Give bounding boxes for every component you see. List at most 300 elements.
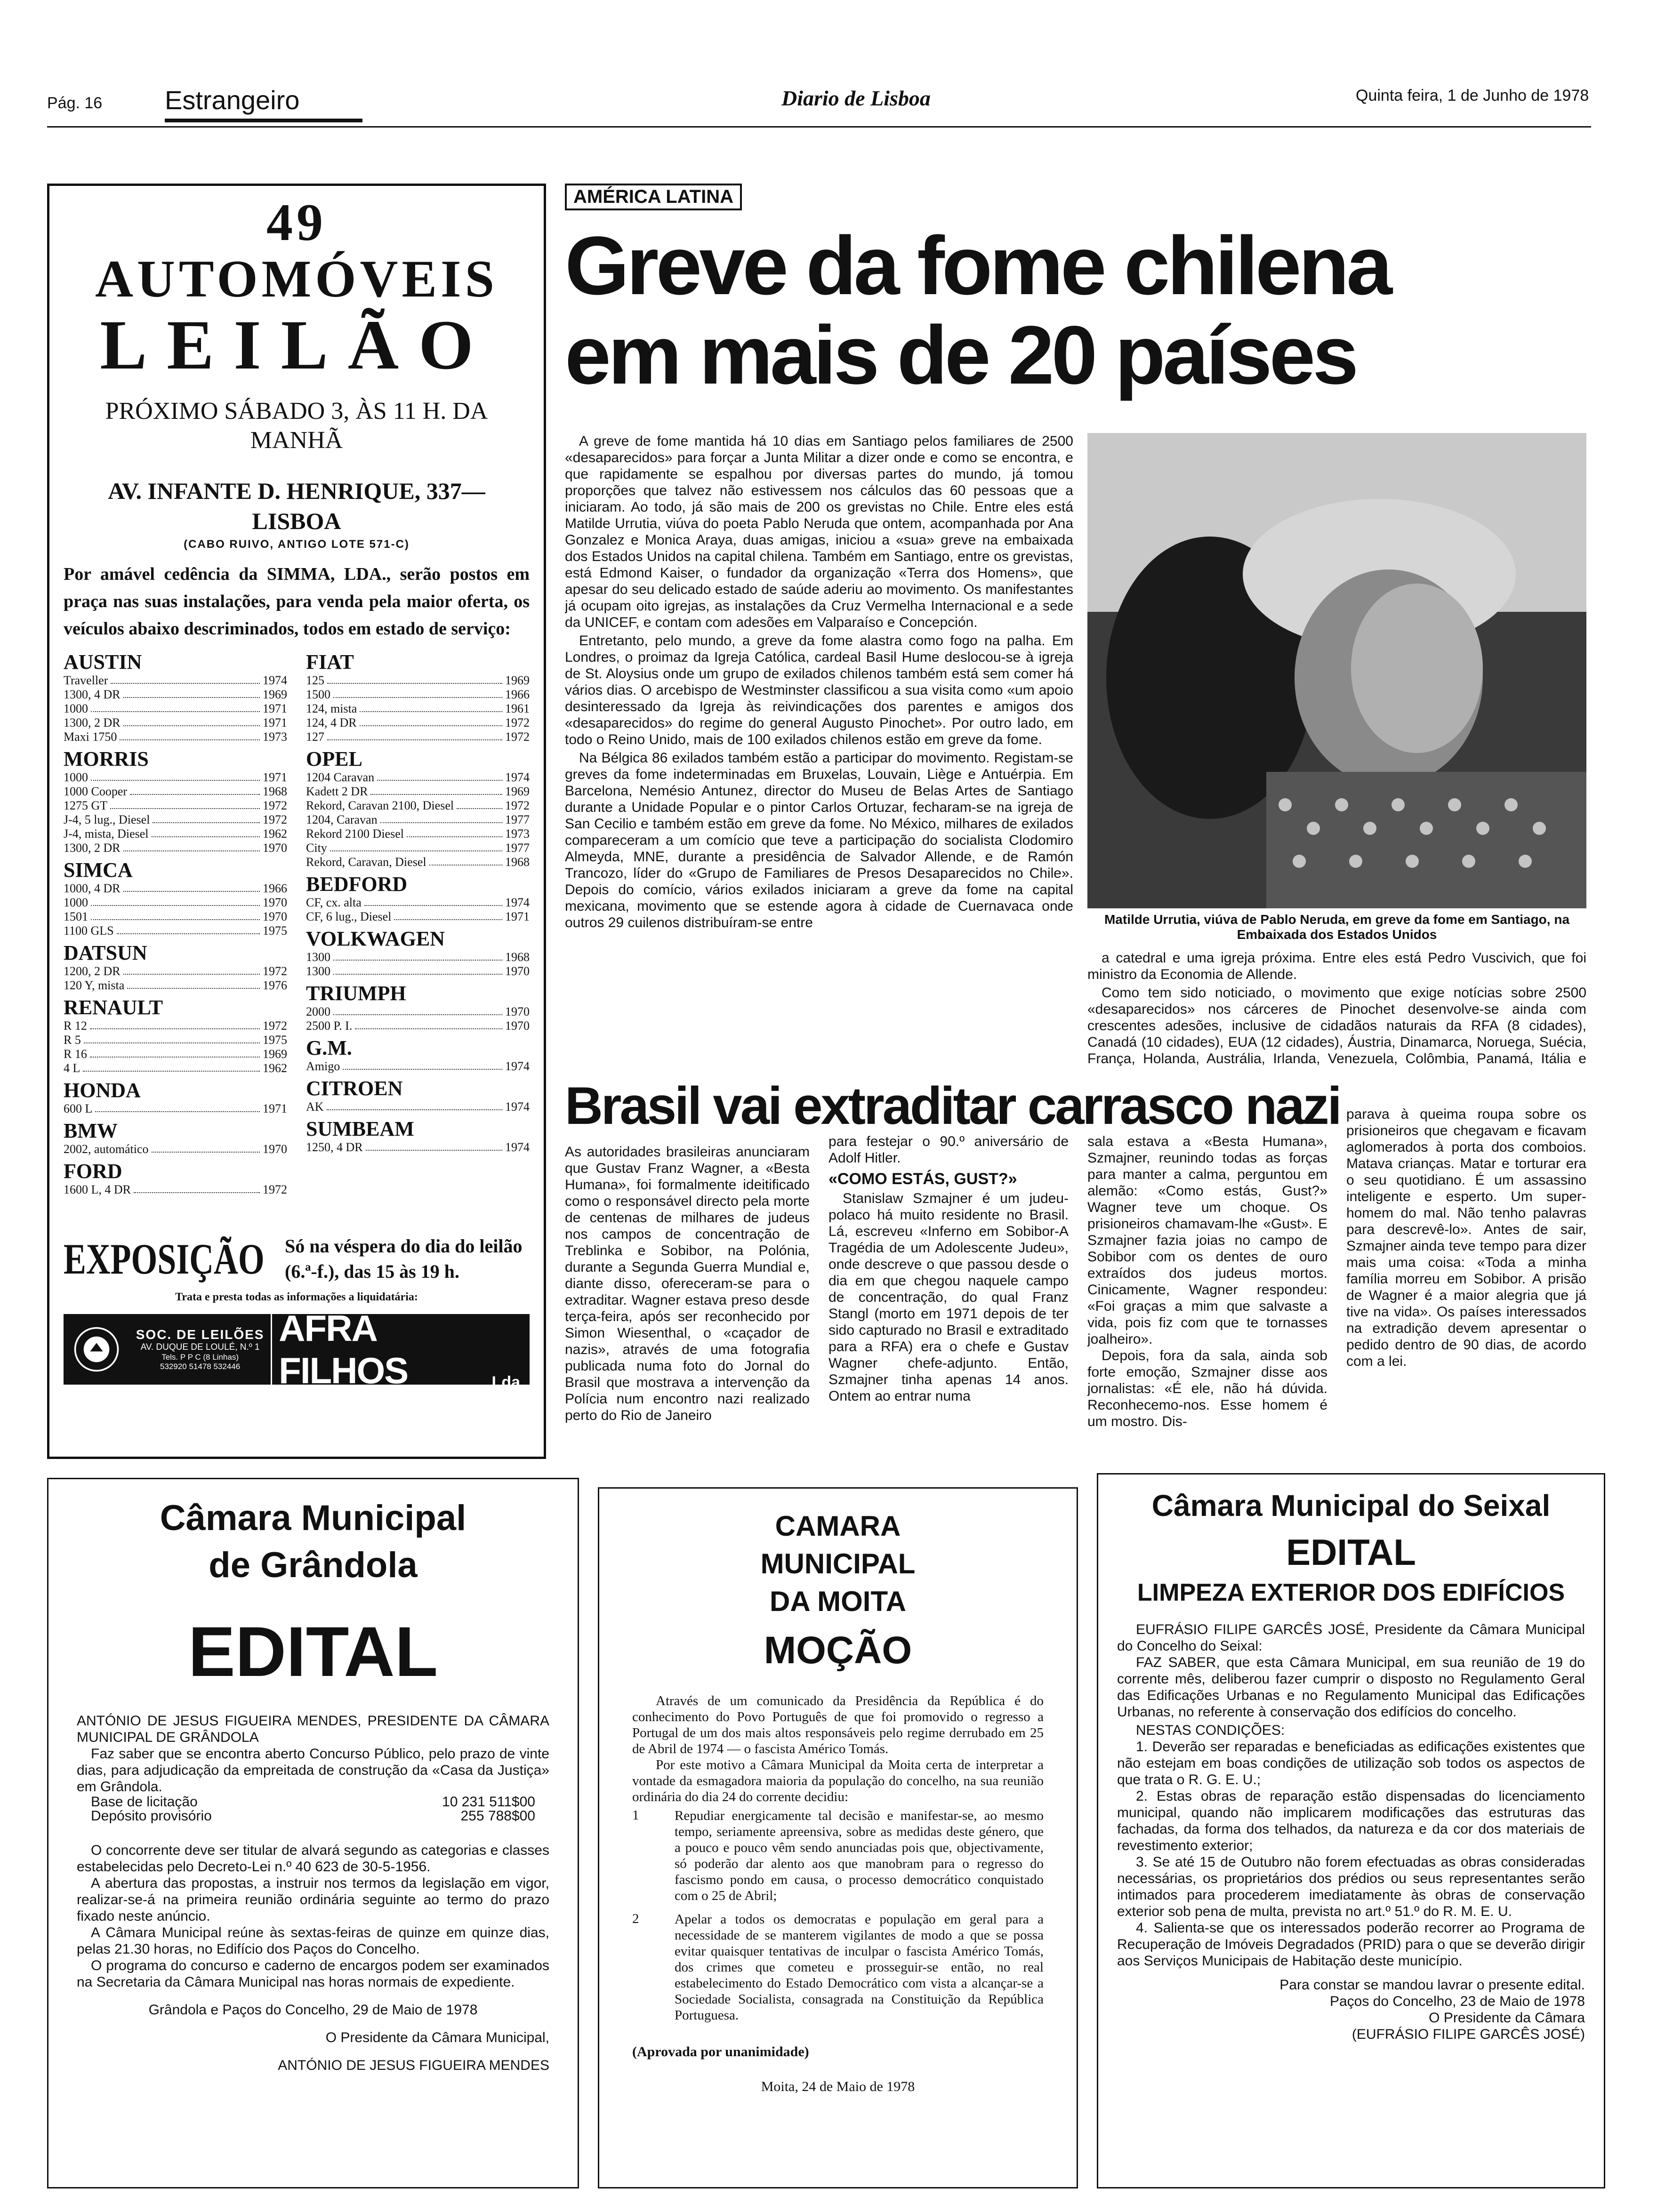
vehicle-year: 1962 — [263, 827, 287, 841]
dot-leader — [91, 770, 260, 781]
vehicle-year: 1972 — [263, 799, 287, 812]
seixal-title: Câmara Municipal do Seixal — [1151, 1489, 1551, 1523]
paragraph: a catedral e uma igreja próxima. Entre eles está Pedro Vuscivich, que foi ministro da Economia de Allende. — [1087, 950, 1586, 982]
moita-item-1-num: 1 — [632, 1808, 639, 1823]
brasil-col-3 — [1087, 1133, 1327, 1453]
vehicle-model: 1204 Caravan — [306, 770, 375, 784]
seixal-sig-1: O Presidente da Câmara — [1429, 2010, 1585, 2026]
vehicle-year: 1974 — [505, 896, 530, 909]
vehicle-model: 125 — [306, 673, 324, 687]
vehicle-row — [306, 950, 530, 964]
vehicle-row — [306, 813, 530, 827]
dot-leader — [83, 1061, 260, 1072]
notice-grandola — [47, 1478, 579, 2188]
vehicle-row — [64, 770, 287, 785]
logo-line-2: AV. DUQUE DE LOULÉ, N.º 1 — [140, 1342, 260, 1352]
dot-leader — [91, 702, 260, 712]
expo-block — [64, 1234, 530, 1284]
vehicle-year: 1969 — [505, 673, 530, 687]
vehicle-row — [64, 785, 287, 799]
vehicle-model: Rekord 2100 Diesel — [306, 827, 404, 841]
seixal-c2: 2. Estas obras de reparação estão dispensadas do licenciamento municipal, quando não implicarem modificações das estruturas das fachadas, da forma dos telhados, da natureza e da cor dos materiais de revestimento exterior; — [1117, 1788, 1585, 1853]
brand-heading: SUMBEAM — [306, 1117, 414, 1140]
seixal-c4: 4. Salienta-se que os interessados poderão recorrer ao Programa de Recuperação de Imóveis Degradados (PRID) para o que se deverão dirigir aos Serviços Municipais de Habitação deste município. — [1117, 1920, 1585, 1969]
vehicle-row — [306, 702, 530, 716]
vehicle-row — [306, 910, 530, 924]
paragraph: Como tem sido noticiado, o movimento que exige notícias sobre 2500 «desaparecidos» nos cárceres de Pinochet desenvolve-se ainda com crescentes adesões, inclusive de cidadãos naturais da RFA (8 cidades), Canadá (10 cidades), EUA (12 cidades), Áustria, Dinamarca, Noruega, Suécia, França, Holanda, Austrália, Irlanda, Venezuela, Colômbia, Panamá, Itália e — [1087, 985, 1586, 1066]
vehicle-row — [306, 896, 530, 910]
vehicle-year: 1970 — [263, 841, 287, 855]
vehicle-row — [64, 1142, 287, 1156]
brand-heading: RENAULT — [64, 996, 163, 1019]
brasil-col-2b: Stanislaw Szmajner é um judeu-polaco há muito residente no Brasil. Lá, escreveu «Inferno em Sobibor-A Tragédia de um Adolescente Judeu», onde descreve o que passou desde o dia em que chegou naquele campo de concentração, do qual Franz Stangl (morto em 1971 depois de ter sido capturado no Brasil e extraditado para a RFA) era o chefe e Gustav Wagner chefe-adjunto. Então, Szmajner tinha apenas 14 anos. Ontem ao entrar numa — [828, 1191, 1069, 1404]
dot-leader — [110, 799, 260, 809]
vehicle-model: 1300 — [306, 950, 330, 964]
moita-p2: Por este motivo a Câmara Municipal da Moita certa de interpretar a vontade da esmagadora maioria da população do concelho, na sua reunião ordinária do dia 24 do corrente decidiu: — [632, 1757, 1044, 1804]
vehicle-year: 1970 — [263, 1142, 287, 1156]
info-line: Trata e presta todas as informações a liquidatária: — [175, 1291, 418, 1303]
vehicle-model: Rekord, Caravan, Diesel — [306, 855, 426, 869]
vehicle-year: 1971 — [263, 770, 287, 784]
grandola-p1: Faz saber que se encontra aberto Concurso Público, pelo prazo de vinte dias, para adjudicação da empreitada de construção da «Casa da Justiça» em Grândola. — [77, 1746, 549, 1795]
moita-item-2-text: Apelar a todos os democratas e população em geral para a necessidade de se manterem vigilantes de modo a que se possa evitar quaisquer tentativas de inculpar o fascista Américo Tomás, dos crimes que cometeu e prosseguir-se então, no real estabelecimento do Estado Democrático com vista a alcançar-se a Sociedade Socialista, consagrada na Constituição da República Portuguesa. — [675, 1912, 1044, 2023]
vehicle-year: 1968 — [505, 855, 530, 869]
vehicle-model: Maxi 1750 — [64, 730, 117, 744]
vehicle-model: 2002, automático — [64, 1142, 149, 1156]
vehicle-year: 1970 — [263, 896, 287, 909]
vehicle-model: CF, cx. alta — [306, 896, 362, 909]
vehicle-row — [64, 1047, 287, 1061]
vehicle-year: 1966 — [505, 688, 530, 701]
dot-leader — [153, 813, 260, 823]
vehicle-row — [64, 827, 287, 841]
dot-leader — [120, 730, 260, 740]
vehicle-year: 1971 — [263, 702, 287, 715]
photo-portrait-image — [1087, 433, 1586, 908]
moita-heading: MOÇÃO — [764, 1629, 912, 1672]
vehicle-year: 1974 — [505, 1100, 530, 1114]
vehicle-row — [64, 841, 287, 855]
seixal-intro: EUFRÁSIO FILIPE GARCÊS JOSÉ, Presidente da Câmara Municipal do Concelho do Seixal: — [1117, 1622, 1585, 1654]
vehicle-year: 1969 — [263, 688, 287, 701]
vehicle-model: 1501 — [64, 910, 88, 923]
seixal-conditions: NESTAS CONDIÇÕES: — [1136, 1723, 1285, 1738]
logo-brand-name: AFRA FILHOS — [279, 1307, 408, 1391]
vehicle-year: 1974 — [505, 1140, 530, 1154]
brand-heading: CITROEN — [306, 1077, 403, 1100]
masthead: Diario de Lisboa — [781, 86, 931, 110]
vehicle-model: 1300 — [306, 964, 330, 978]
vehicle-model: Amigo — [306, 1059, 340, 1073]
vehicle-model: 124, mista — [306, 702, 357, 715]
auction-address: AV. INFANTE D. HENRIQUE, 337—LISBOA — [108, 478, 485, 534]
dot-leader — [394, 910, 502, 920]
brasil-col-3a: sala estava a «Besta Humana», Szmajner, reunindo todas as forças para manter a calma, perguntou em alemão: «Como estás, Gust?» Wagner teve um choque. Os prisioneiros chamavam-lhe «Gust». E Szmajner fazia joias no campo de Sobibor com os dentes de ouro extraídos dos judeus mortos. Cinicamente, Wagner respondeu: «Foi graças a mim que salvaste a vida, pois fiz com que te tornasses joalheiro». — [1087, 1134, 1327, 1347]
moita-title-1: CAMARA — [775, 1510, 901, 1542]
auction-title: 49 AUTOMÓVEIS — [95, 193, 498, 308]
dot-leader — [333, 950, 502, 961]
vehicle-year: 1968 — [263, 785, 287, 798]
auction-date: PRÓXIMO SÁBADO 3, ÀS 11 H. DA MANHÃ — [105, 398, 488, 454]
vehicle-row — [64, 673, 287, 688]
brand-heading: MORRIS — [64, 747, 149, 770]
vehicle-year: 1962 — [263, 1061, 287, 1075]
vehicle-model: Traveller — [64, 673, 108, 687]
grandola-p5: O programa do concurso e caderno de encargos podem ser examinados na Secretaria da Câmara Municipal nas horas normais de expediente. — [77, 1958, 549, 1990]
brasil-col-1: As autoridades brasileiras anunciaram que Gustav Franz Wagner, a «Besta Humana», foi formalmente ideitificado como o responsável directo pela morte de centenas de milhares de judeus nos campos de concentração de Treblinka e Sobibor, na Polónia, durante a Segunda Guerra Mundial e, diante disso, ofereceram-se para o extraditar. Wagner estava preso desde terça-feira, após ser reconhecido por Simon Wiesenthal, o «caçador de nazis», através de uma fotografia publicada numa foto do Jornal do Brasil que mostrava a intervenção da Polícia num encontro nazi realizado perto do Rio de Janeiro — [565, 1144, 810, 1423]
vehicle-year: 1974 — [505, 1059, 530, 1073]
vehicle-row — [306, 730, 530, 744]
brand-heading: G.M. — [306, 1036, 352, 1059]
vehicle-model: 1300, 4 DR — [64, 688, 121, 701]
moita-p1: Através de um comunicado da Presidência da República é do conhecimento do Povo Português de que foi promovido o regresso a Portugal de um dos mais altos responsáveis pelo regime derrubado em 25 de Abril de 1974 — o fascista Américo Tomás. — [632, 1693, 1044, 1756]
vehicle-model: 600 L — [64, 1102, 93, 1115]
brand-heading: TRIUMPH — [306, 982, 406, 1005]
auctioneer-seal-icon — [73, 1323, 120, 1375]
vehicle-row — [64, 1019, 287, 1033]
logo-line-4: 532920 51478 532446 — [160, 1362, 241, 1371]
dot-leader — [90, 1047, 260, 1058]
vehicle-model: 1250, 4 DR — [306, 1140, 363, 1154]
dot-leader — [84, 1033, 260, 1043]
issue-date: Quinta feira, 1 de Junho de 1978 — [1356, 87, 1589, 104]
vehicle-year: 1969 — [505, 785, 530, 798]
moita-item-2 — [632, 1911, 1044, 2023]
vehicle-year: 1970 — [505, 1005, 530, 1018]
vehicle-model: 2500 P. I. — [306, 1019, 353, 1033]
logo-brand — [271, 1307, 520, 1392]
vehicle-year: 1977 — [505, 813, 530, 826]
auctioneer-logo — [64, 1307, 530, 1391]
vehicle-model: City — [306, 841, 327, 855]
vehicle-model: R 16 — [64, 1047, 87, 1061]
vehicle-year: 1972 — [263, 964, 287, 978]
dot-leader — [360, 716, 502, 726]
brand-heading: OPEL — [306, 747, 362, 770]
vehicle-model: 124, 4 DR — [306, 716, 357, 729]
vehicle-year: 1968 — [505, 950, 530, 964]
base-value: 10 231 511$00 — [442, 1794, 535, 1810]
dot-leader — [91, 896, 260, 906]
grandola-p3: A abertura das propostas, a instruir nos termos da legislação em vigor, realizar-se-á na primeira reunião ordinária seguinte ao termo do prazo fixado neste anúncio. — [77, 1875, 549, 1924]
vehicle-model: 1275 GT — [64, 799, 108, 812]
vehicle-row — [306, 673, 530, 688]
vehicle-model: 120 Y, mista — [64, 978, 125, 992]
vehicle-model: 1200, 2 DR — [64, 964, 121, 978]
logo-brand-suffix: Lda — [491, 1373, 520, 1391]
page-number: Pág. 16 — [47, 94, 103, 112]
vehicle-model: 1000, 4 DR — [64, 882, 121, 895]
brand-heading: DATSUN — [64, 941, 147, 964]
vehicle-row — [306, 841, 530, 855]
vehicle-row — [306, 855, 530, 869]
vehicle-model: Rekord, Caravan 2100, Diesel — [306, 799, 454, 812]
moita-title-2: MUNICIPAL — [760, 1548, 916, 1579]
vehicle-year: 1970 — [263, 910, 287, 923]
header-rule — [47, 126, 1591, 128]
auction-address-note: (CABO RUIVO, ANTIGO LOTE 571-C) — [184, 538, 410, 551]
seixal-closing: Para constar se mandou lavrar o presente edital. — [1279, 1977, 1585, 1993]
vehicle-year: 1966 — [263, 882, 287, 895]
dot-leader — [407, 827, 502, 837]
vehicle-row — [64, 882, 287, 896]
vehicle-year: 1971 — [263, 1102, 287, 1115]
vehicle-year: 1972 — [505, 799, 530, 812]
vehicle-row — [64, 688, 287, 702]
vehicle-model: 1600 L, 4 DR — [64, 1183, 131, 1196]
moita-item-1-text: Repudiar energicamente tal decisão e manifestar-se, ao mesmo tempo, seriamente apreensiva, sobre as medidas deste género, que a pouco e pouco vêm sendo anunciadas pois que, objectivamente, só poderão dar alento aos que manobram para o regresso do fascismo pondo em causa, o processo democrático conquistado com o 25 de Abril; — [675, 1808, 1044, 1903]
vehicle-model: 1300, 2 DR — [64, 841, 121, 855]
vehicle-year: 1976 — [263, 978, 287, 992]
logo-line-3: Tels. P P C (8 Linhas) — [161, 1353, 239, 1362]
grandola-deposit-row — [77, 1809, 549, 1823]
vehicle-year: 1972 — [263, 1019, 287, 1033]
moita-place: Moita, 24 de Maio de 1978 — [761, 2079, 915, 2094]
paragraph: Na Bélgica 86 exilados também estão a participar do movimento. Registam-se greves da fome indeterminadas em Bruxelas, Louvain, Liège e Antuérpia. Em Barcelona, Nemésio Antunez, director do Museu de Belas Artes de Santiago durante a Unidade Popular e o pintor Carlos Ortuzar, fecharam-se na igreja de San Cecilio e também estão em greve da fome. No México, milhares de exilados compareceram a um comício que teve a participação do socialista Clodomiro Almeyda, MNE, durante a presidência de Salvador Allende, e de Ramón Trancozo, líder do «Grupo de Familiares de Presos Desaparecidos no Chile». Depois do comício, vários exilados iniciaram a greve da fome na capital mexicana, movimento que se estende agora à cidade de Cuernavaca onde outros 29 cuilenos distribuíram-se entre — [565, 750, 1073, 930]
brand-heading: BEDFORD — [306, 873, 408, 896]
moita-item-2-num: 2 — [632, 1911, 639, 1926]
grandola-edital: EDITAL — [188, 1612, 438, 1691]
auction-body: Por amável cedência da SIMMA, LDA., serão postos em praça nas suas instalações, para venda pela maior oferta, os veículos abaixo descriminados, todos em estado de serviço: — [64, 564, 530, 639]
dot-leader — [457, 799, 502, 809]
paragraph: A greve de fome mantida há 10 dias em Santiago pelos familiares de 2500 «desaparecidos» para forçar a Junta Militar a dizer onde e como se encontra, e que rapidamente se espalhou por diversas partes do mundo, já tomou proporções que talvez não estivessem nos cálculos das 60 pessoas que a iniciaram. Ao todo, já são mais de 200 os grevistas no Chile. Entre eles está Matilde Urrutia, viúva do poeta Pablo Neruda que ontem, acompanhada por Ana Gonzalez e Monica Araya, duas amigas, iniciou a «sua» greve na embaixada dos Estados Unidos na capital chilena. Também em Santiago, entre os grevistas, está Edmond Kaiser, o fundador da organização «Terra dos Homens», que apesar do seu delicado estado de saúde aderiu ao movimento. Os manifestantes já ocupam oito igrejas, as instalações da Cruz Vermelha Internacional e a sede da UNICEF, e contam com adesões em Valparaíso e Concepción. — [565, 433, 1073, 630]
grandola-p2: O concorrente deve ser titular de alvará segundo as categorias e classes estabelecidas pelo Decreto-Lei n.º 40 623 de 30-5-1956. — [77, 1843, 549, 1875]
photo-caption: Matilde Urrutia, viúva de Pablo Neruda, em greve da fome em Santiago, na Embaixada dos Estados Unidos — [1104, 912, 1570, 942]
vehicle-year: 1973 — [505, 827, 530, 841]
vehicle-model: 1000 — [64, 702, 88, 715]
headline-brasil: Brasil vai extraditar carrasco nazi — [565, 1076, 1340, 1135]
vehicle-row — [306, 1059, 530, 1074]
vehicle-row — [64, 1183, 287, 1197]
dot-leader — [117, 924, 260, 934]
dot-leader — [123, 882, 260, 892]
grandola-base-row — [77, 1795, 549, 1809]
grandola-sig-1: O Presidente da Câmara Municipal, — [325, 2030, 549, 2045]
dot-leader — [95, 1102, 260, 1112]
dot-leader — [377, 770, 502, 781]
dot-leader — [123, 964, 260, 975]
notice-seixal — [1097, 1473, 1605, 2188]
vehicle-row — [306, 688, 530, 702]
grandola-place: Grândola e Paços do Concelho, 29 de Maio de 1978 — [148, 2002, 478, 2018]
vehicle-model: 1204, Caravan — [306, 813, 378, 826]
grandola-sig-2: ANTÓNIO DE JESUS FIGUEIRA MENDES — [278, 2058, 549, 2073]
vehicle-row — [306, 770, 530, 785]
vehicle-year: 1974 — [505, 770, 530, 784]
dot-leader — [327, 673, 502, 684]
dot-leader — [330, 841, 502, 851]
dot-leader — [134, 1183, 260, 1193]
vehicle-row — [306, 827, 530, 841]
vehicle-year: 1972 — [263, 1183, 287, 1196]
brasil-subhead: «COMO ESTÁS, GUST?» — [828, 1170, 1017, 1188]
vehicle-year: 1970 — [505, 964, 530, 978]
vehicle-model: 4 L — [64, 1061, 80, 1075]
vehicle-year: 1972 — [263, 813, 287, 826]
seixal-p1: FAZ SABER, que esta Câmara Municipal, em sua reunião de 19 do corrente mês, deliberou fazer cumprir o disposto no Regulamento Geral das Edificações Urbanas e no Regulamento Municipal das Edificações Urbanas, no referente à conservação dos edifícios do concelho. — [1117, 1655, 1585, 1720]
vehicle-row — [306, 1100, 530, 1114]
dot-leader — [111, 673, 260, 684]
dot-leader — [123, 716, 260, 726]
brasil-col-2a: para festejar o 90.º aniversário de Adolf Hitler. — [828, 1134, 1069, 1166]
dot-leader — [130, 785, 260, 795]
notice-moita — [598, 1487, 1078, 2188]
dot-leader — [127, 978, 260, 989]
vehicle-model: 2000 — [306, 1005, 330, 1018]
expo-text: Só na véspera do dia do leilão (6.ª-f.), das 15 às 19 h. — [285, 1235, 523, 1282]
dot-leader — [343, 1059, 502, 1070]
dot-leader — [327, 730, 502, 740]
logo-line-1: SOC. DE LEILÕES — [136, 1327, 265, 1342]
vehicle-row — [64, 910, 287, 924]
vehicle-model: J-4, 5 lug., Diesel — [64, 813, 150, 826]
seixal-edital: EDITAL — [1286, 1531, 1416, 1573]
vehicle-row — [64, 964, 287, 978]
dot-leader — [123, 841, 260, 851]
vehicle-year: 1975 — [263, 1033, 287, 1047]
vehicle-row — [306, 1140, 530, 1154]
seixal-subtitle: LIMPEZA EXTERIOR DOS EDIFÍCIOS — [1137, 1579, 1565, 1606]
vehicle-year: 1970 — [505, 1019, 530, 1033]
vehicle-year: 1975 — [263, 924, 287, 938]
grandola-title-2: de Grândola — [209, 1545, 418, 1585]
vehicle-row — [306, 964, 530, 978]
dot-leader — [91, 910, 260, 920]
vehicle-lists — [64, 647, 530, 1231]
dot-leader — [370, 785, 502, 795]
vehicle-year: 1969 — [263, 1047, 287, 1061]
dot-leader — [364, 896, 502, 906]
vehicle-row — [64, 702, 287, 716]
vehicle-model: 127 — [306, 730, 324, 744]
auction-leilao: LEILÃO — [100, 306, 493, 384]
vehicle-row — [64, 716, 287, 730]
brand-heading: HONDA — [64, 1079, 141, 1102]
vehicle-row — [64, 978, 287, 993]
brasil-col-4: parava à queima roupa sobre os prisioneiros que chegavam e ficavam aglomerados à porta dos comboios. Matava crianças. Matar e torturar era o seu quotidiano. É um assassino inteligente e esperto. Um super-homem do mal. Não tenho palavras para descrevê-lo». Antes de sair, Szmajner ainda teve tempo para dizer mais uma coisa: «Toda a minha família morreu em Sobibor. A prisão de Wagner é a maior alegria que já tive na vida». Os países interessados na extradição devem apresentar o pedido dentro de 90 dias, de acordo com a lei. — [1346, 1106, 1586, 1369]
photo-urrutia — [1087, 433, 1586, 908]
brand-heading: SIMCA — [64, 858, 133, 882]
dot-leader — [355, 1019, 502, 1029]
vehicle-row — [306, 1019, 530, 1033]
dot-leader — [333, 964, 502, 975]
vehicle-model: 1000 Cooper — [64, 785, 128, 798]
vehicle-row — [306, 785, 530, 799]
section-underline — [165, 119, 362, 122]
vehicle-model: R 5 — [64, 1033, 81, 1047]
dot-leader — [333, 1005, 502, 1015]
headline: Greve da fome chilena em mais de 20 países — [565, 220, 1390, 401]
dot-leader — [152, 827, 260, 837]
vehicle-model: 1100 GLS — [64, 924, 114, 938]
auction-ad — [47, 184, 546, 1459]
dot-leader — [123, 688, 260, 698]
vehicle-year: 1961 — [505, 702, 530, 715]
article-brasil — [565, 1078, 1601, 1459]
deposit-label: Depósito provisório — [91, 1808, 212, 1824]
vehicle-row — [64, 896, 287, 910]
vehicle-row — [64, 799, 287, 813]
section-name: Estrangeiro — [165, 85, 300, 115]
vehicle-row — [64, 730, 287, 744]
vehicle-list-right — [306, 647, 530, 1231]
brand-heading: AUSTIN — [64, 650, 142, 673]
brand-heading: FORD — [64, 1160, 122, 1183]
kicker — [565, 184, 742, 210]
logo-text-block — [129, 1327, 271, 1371]
vehicle-model: CF, 6 lug., Diesel — [306, 910, 392, 923]
seixal-c3: 3. Se até 15 de Outubro não forem efectuadas as obras consideradas necessárias, os proprietários dos prédios ou seus representantes serão intimados para procederem imediatamente às obras de conservação exterior sob pena de multa, prevista no art.º 51.º do R. M. E. U. — [1117, 1854, 1585, 1919]
moita-title-3: DA MOITA — [770, 1586, 906, 1617]
seixal-sig-2: (EUFRÁSIO FILIPE GARCÊS JOSÉ) — [1351, 2027, 1585, 2042]
brand-heading: FIAT — [306, 650, 354, 673]
vehicle-row — [64, 1033, 287, 1047]
moita-item-1 — [632, 1808, 1044, 1904]
grandola-title-1: Câmara Municipal — [160, 1498, 467, 1538]
dot-leader — [152, 1142, 260, 1153]
vehicle-year: 1972 — [505, 716, 530, 729]
vehicle-year: 1977 — [505, 841, 530, 855]
vehicle-row — [306, 799, 530, 813]
vehicle-row — [306, 716, 530, 730]
vehicle-year: 1973 — [263, 730, 287, 744]
seixal-place: Paços do Concelho, 23 de Maio de 1978 — [1329, 1994, 1585, 2009]
vehicle-list-left — [64, 647, 287, 1231]
brand-heading: VOLKWAGEN — [306, 927, 445, 950]
brasil-col-3b: Depois, fora da sala, ainda sob forte emoção, Szmajner disse aos jornalistas: «É ele, não há dúvida. Reconhecemo-nos. Esse homem é um mostro. Dis- — [1087, 1348, 1327, 1429]
vehicle-row — [64, 1102, 287, 1116]
dot-leader — [90, 1019, 260, 1029]
expo-title: EXPOSIÇÃO — [64, 1235, 265, 1283]
vehicle-model: 1000 — [64, 896, 88, 909]
vehicle-year: 1971 — [505, 910, 530, 923]
grandola-p4: A Câmara Municipal reúne às sextas-feiras de quinze em quinze dias, pelas 21.30 horas, no Edifício dos Paços do Concelho. — [77, 1925, 549, 1957]
article-column-2 — [1087, 950, 1586, 1067]
vehicle-model: 1000 — [64, 770, 88, 784]
dot-leader — [429, 855, 502, 866]
vehicle-model: Kadett 2 DR — [306, 785, 368, 798]
grandola-intro: ANTÓNIO DE JESUS FIGUEIRA MENDES, PRESIDENTE DA CÂMARA MUNICIPAL DE GRÂNDOLA — [77, 1713, 549, 1745]
vehicle-model: R 12 — [64, 1019, 87, 1033]
vehicle-year: 1974 — [263, 673, 287, 687]
vehicle-year: 1971 — [263, 716, 287, 729]
vehicle-row — [64, 813, 287, 827]
article-chile — [565, 184, 1601, 1068]
dot-leader — [380, 813, 502, 823]
vehicle-model: 1300, 2 DR — [64, 716, 121, 729]
vehicle-model: 1500 — [306, 688, 330, 701]
base-label: Base de licitação — [91, 1794, 198, 1810]
brasil-col-2 — [828, 1133, 1069, 1453]
article-column-1 — [565, 433, 1073, 1064]
vehicle-year: 1972 — [505, 730, 530, 744]
vehicle-row — [306, 1005, 530, 1019]
vehicle-row — [64, 924, 287, 938]
moita-approved: (Aprovada por unanimidade) — [632, 2044, 809, 2060]
vehicle-model: AK — [306, 1100, 324, 1114]
paragraph: Entretanto, pelo mundo, a greve da fome alastra como fogo na palha. Em Londres, o proimaz da Igreja Católica, cardeal Basil Hume deslocou-se à igreja de St. Aloysius onde um grupo de exilados chilenos também está sem comer há vários dias. O arcebispo de Westminster classificou a sua visita como «um apoio desinteressado da Igreja às reivindicações dos parentes e amigos dos «desaparecidos» do regime do general Augusto Pinochet». Por outro lado, em todo o Reino Unido, mais de 100 exilados chilenos estão em greve da fome. — [565, 633, 1073, 747]
dot-leader — [366, 1140, 502, 1151]
deposit-value: 255 788$00 — [460, 1808, 535, 1824]
page-header — [47, 80, 1601, 127]
dot-leader — [333, 688, 502, 698]
seixal-c1: 1. Deverão ser reparadas e beneficiadas as edificações existentes que não estejam em boas condições de utilização sob todos os aspectos de que trata o R. G. E. U.; — [1117, 1739, 1585, 1787]
kicker-text: AMÉRICA LATINA — [573, 186, 733, 207]
vehicle-model: J-4, mista, Diesel — [64, 827, 149, 841]
brand-heading: BMW — [64, 1119, 118, 1142]
dot-leader — [360, 702, 502, 712]
vehicle-row — [64, 1061, 287, 1075]
